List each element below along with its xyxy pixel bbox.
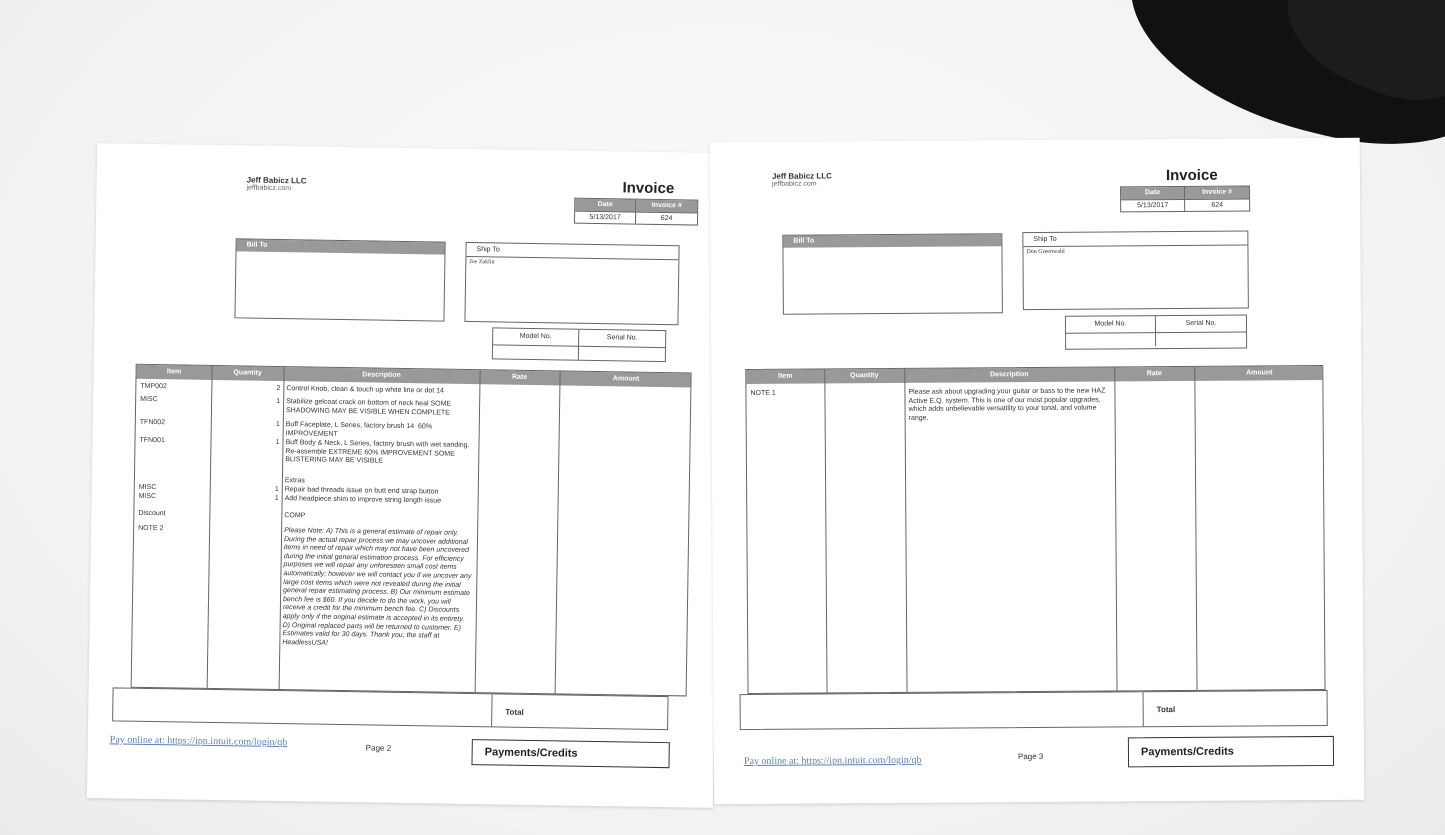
bill-to-header: Bill To bbox=[783, 234, 1001, 248]
total-divider bbox=[491, 694, 493, 726]
date-header: Date bbox=[575, 199, 636, 211]
serial-number-value bbox=[579, 346, 665, 361]
table-row-qty: 1 bbox=[276, 397, 281, 406]
column-divider bbox=[475, 370, 481, 692]
table-header bbox=[746, 366, 1322, 384]
table-row-desc: Please ask about upgrading your guitar or bass to the new HAZ Active E.Q. system. This is one of our most popular upgrades, which adds unbelievable versatility to your tonal, and volume range. bbox=[908, 387, 1107, 422]
column-divider bbox=[207, 366, 213, 688]
total-box bbox=[740, 690, 1328, 730]
total-label: Total bbox=[505, 707, 524, 717]
table-row-desc: Buff Faceplate, L Series, factory brush 14 60% IMPROVEMENT bbox=[285, 421, 435, 438]
company-name: Jeff Babicz LLC bbox=[246, 175, 307, 186]
table-row-desc: Extras bbox=[284, 477, 305, 485]
column-rate: Rate bbox=[511, 373, 528, 381]
ship-to-header: Ship To bbox=[466, 243, 678, 260]
invoice-title: Invoice bbox=[622, 179, 675, 198]
model-number-value bbox=[1066, 332, 1156, 347]
invoice-number-header: Invoice # bbox=[636, 200, 697, 212]
date-invoice-box bbox=[574, 198, 698, 226]
table-row-item: MISC bbox=[138, 492, 157, 501]
model-serial-box bbox=[492, 327, 666, 362]
ship-to-header: Ship To bbox=[1023, 232, 1247, 248]
company-name: Jeff Babicz LLC bbox=[771, 171, 832, 181]
column-divider bbox=[824, 369, 827, 692]
pay-online-link[interactable]: Pay online at: https://ipn.intuit.com/login/qb bbox=[743, 754, 922, 768]
bill-to-box bbox=[234, 238, 445, 321]
invoice-number: 624 bbox=[636, 211, 697, 224]
table-row-desc: COMP bbox=[284, 512, 306, 520]
company-website: jeffbabicz.com bbox=[246, 184, 292, 193]
column-rate: Rate bbox=[1146, 370, 1162, 378]
table-row-item: TMP002 bbox=[140, 382, 167, 391]
column-description: Description bbox=[990, 371, 1029, 379]
model-number-value bbox=[493, 344, 579, 359]
ship-to-box bbox=[464, 242, 679, 325]
table-row-item: NOTE 1 bbox=[750, 389, 776, 397]
column-divider bbox=[1114, 367, 1117, 690]
table-row-qty: 1 bbox=[274, 485, 279, 494]
line-items-table bbox=[131, 364, 692, 697]
serial-number-label: Serial No. bbox=[1185, 319, 1217, 327]
invoice-number: 624 bbox=[1185, 198, 1249, 211]
date-header: Date bbox=[1121, 187, 1185, 199]
ship-to-name: Don Greenwald bbox=[1026, 248, 1065, 256]
table-row-qty: 1 bbox=[274, 494, 279, 503]
pay-online-link[interactable]: Pay online at: https://ipn.intuit.com/login/qb bbox=[109, 734, 288, 749]
company-website: jeffbabicz.com bbox=[771, 180, 817, 188]
serial-number-value bbox=[1156, 332, 1246, 347]
page-number: Page 2 bbox=[365, 743, 392, 753]
table-row-qty: 1 bbox=[275, 438, 280, 447]
payments-credits-box: Payments/Credits bbox=[1128, 736, 1334, 767]
table-row-desc: Add headpiece shim to improve string length issue bbox=[284, 495, 442, 505]
table-row-desc: Please Note: A) This is a general estimate of repair only. During the actual repair process we may uncover additional items in need of repair which may not have been uncovered during the initial general estimation process. For efficiency purposes we will repair any unforeseen small cost items automatically; however we will contact you if we uncover any large cost items which were not revealed during the initial general repair estimating process. B) Our minimum estimate bench fee is $60. If you decide to do the work, you will receive a credit for the minimum bench fee. C) Discounts apply only if the original estimate is accepted in its entirety. D) Original replaced parts will be returned to customer. E) Estimates valid for 30 days. Thank you, the staff at HeadlessUSA! bbox=[282, 527, 474, 647]
model-number-label: Model No. bbox=[493, 328, 579, 345]
line-items-table bbox=[745, 365, 1325, 694]
page-number: Page 3 bbox=[1017, 751, 1044, 762]
model-serial-box bbox=[1065, 315, 1247, 350]
invoice-page-3 bbox=[710, 138, 1365, 805]
invoice-number-header: Invoice # bbox=[1185, 187, 1249, 199]
model-number-label: Model No. bbox=[1066, 316, 1156, 333]
column-amount: Amount bbox=[612, 375, 640, 383]
column-divider bbox=[555, 371, 561, 693]
invoice-date: 5/13/2017 bbox=[575, 210, 636, 223]
invoice-title: Invoice bbox=[1165, 166, 1218, 185]
bill-to-box bbox=[782, 233, 1003, 315]
table-row-desc: Control Knob, clean & touch up white line or dot 14 bbox=[286, 385, 444, 395]
column-item: Item bbox=[166, 368, 182, 376]
column-divider bbox=[1194, 367, 1197, 690]
table-row-item: TFN002 bbox=[139, 418, 166, 427]
table-row-desc: Buff Body & Neck, L Series, factory brush with wet sanding. Re-assemble EXTREME 60% IMPROVEMENT SOME BLISTERING MAY BE VISIBLE bbox=[285, 439, 472, 465]
column-description: Description bbox=[362, 371, 401, 379]
invoice-date: 5/13/2017 bbox=[1121, 198, 1185, 211]
table-row-desc: Repair bad threads issue on butt end strap button bbox=[284, 486, 439, 496]
table-row-qty: 2 bbox=[276, 384, 281, 393]
column-quantity: Quantity bbox=[850, 372, 879, 380]
table-row-item: MISC bbox=[138, 483, 157, 492]
column-quantity: Quantity bbox=[233, 369, 262, 377]
table-row-item: NOTE 2 bbox=[138, 524, 164, 533]
bill-to-header: Bill To bbox=[237, 239, 445, 254]
payments-credits-box: Payments/Credits bbox=[471, 739, 669, 768]
table-row-item: MISC bbox=[140, 395, 158, 404]
date-invoice-box bbox=[1120, 186, 1250, 213]
column-item: Item bbox=[778, 372, 793, 380]
serial-number-label: Serial No. bbox=[606, 334, 638, 342]
table-row-item: Discount bbox=[138, 509, 166, 518]
ship-to-name: Joe Zaklin bbox=[469, 258, 495, 266]
table-row-desc: Stabilize gelcoat crack on bottom of neck heal SOME SHADOWING MAY BE VISIBLE WHEN COMPLETE bbox=[285, 398, 454, 417]
total-label: Total bbox=[1156, 705, 1176, 715]
total-divider bbox=[1143, 692, 1144, 726]
table-row-qty: 1 bbox=[275, 420, 280, 429]
ship-to-box bbox=[1022, 231, 1249, 311]
column-amount: Amount bbox=[1246, 369, 1273, 377]
column-divider bbox=[904, 369, 907, 692]
table-row-item: TFN001 bbox=[139, 436, 165, 445]
invoice-page-2 bbox=[87, 143, 723, 808]
